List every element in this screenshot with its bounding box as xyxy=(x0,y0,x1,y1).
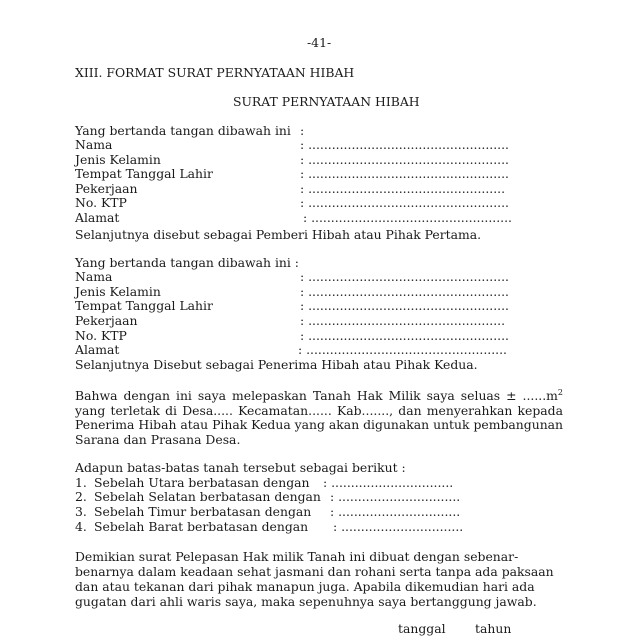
boundary-4-label: Sebelah Barat berbatasan dengan xyxy=(94,519,309,534)
boundary-1-value: : ............................... xyxy=(323,475,454,490)
conclusion-line-4: gugatan dari ahli waris saya, maka sepenuhnya saya bertanggung jawab. xyxy=(75,594,537,609)
statement-line-4: Sarana dan Prasana Desa. xyxy=(75,432,241,447)
conclusion-line-2: benarnya dalam keadaan sehat jasmani dan rohani serta tanpa ada paksaan xyxy=(75,564,554,579)
boundaries-intro: Adapun batas-batas tanah tersebut sebagai berikut : xyxy=(75,460,406,475)
boundary-2-label: Sebelah Selatan berbatasan dengan xyxy=(94,489,321,504)
page-number: -41- xyxy=(307,35,332,50)
boundary-3-number: 3. xyxy=(75,504,87,519)
party1-name-value: : ................................................... xyxy=(300,137,509,152)
party1-intro: Yang bertanda tangan dibawah ini xyxy=(75,123,291,138)
party1-job-value: : .................................................. xyxy=(300,181,506,196)
party2-job-value: : .................................................. xyxy=(300,313,506,328)
footer-year-word: tahun xyxy=(475,621,512,636)
footer-date-word: tanggal xyxy=(398,621,446,636)
party1-closing: Selanjutnya disebut sebagai Pemberi Hibah atau Pihak Pertama. xyxy=(75,227,482,242)
conclusion-line-1: Demikian surat Pelepasan Hak milik Tanah ini dibuat dengan sebenar- xyxy=(75,549,519,564)
party2-gender-label: Jenis Kelamin xyxy=(75,284,161,299)
conclusion-line-3: dan atau tekanan dari pihak manapun juga. Apabila dikemudian hari ada xyxy=(75,579,535,594)
party1-job-label: Pekerjaan xyxy=(75,181,138,196)
statement-line-1-superscript: 2 xyxy=(557,388,563,397)
party1-address-value: : ................................................... xyxy=(303,210,512,225)
party2-name-label: Nama xyxy=(75,269,113,284)
boundary-1-label: Sebelah Utara berbatasan dengan xyxy=(94,475,310,490)
party1-gender-label: Jenis Kelamin xyxy=(75,152,161,167)
party2-birth-label: Tempat Tanggal Lahir xyxy=(75,298,213,313)
boundary-2-number: 2. xyxy=(75,489,87,504)
section-title: XIII. FORMAT SURAT PERNYATAAN HIBAH xyxy=(75,65,355,80)
statement-line-1-text: Bahwa dengan ini saya melepaskan Tanah Hak Milik saya seluas ± ......m xyxy=(75,388,558,403)
statement-line-1 xyxy=(75,389,563,404)
party1-ktp-value: : ................................................... xyxy=(300,195,509,210)
party2-birth-value: : ................................................... xyxy=(300,298,509,313)
party1-ktp-label: No. KTP xyxy=(75,195,127,210)
party1-birth-label: Tempat Tanggal Lahir xyxy=(75,166,213,181)
party1-gender-value: : ................................................... xyxy=(300,152,509,167)
statement-line-2: yang terletak di Desa..... Kecamatan...... Kab......., dan menyerahkan kepada xyxy=(75,403,563,418)
boundary-3-value: : ............................... xyxy=(330,504,461,519)
boundary-2-value: : ............................... xyxy=(330,489,461,504)
boundary-4-value: : ............................... xyxy=(333,519,464,534)
party2-ktp-label: No. KTP xyxy=(75,328,127,343)
party2-gender-value: : ................................................... xyxy=(300,284,509,299)
boundary-3-label: Sebelah Timur berbatasan dengan xyxy=(94,504,312,519)
party1-address-label: Alamat xyxy=(75,210,120,225)
statement-line-3: Penerima Hibah atau Pihak Kedua yang akan digunakan untuk pembangunan xyxy=(75,417,564,432)
party2-ktp-value: : ................................................... xyxy=(300,328,509,343)
party1-intro-colon: : xyxy=(300,123,305,138)
boundary-4-number: 4. xyxy=(75,519,87,534)
party2-address-label: Alamat xyxy=(75,342,120,357)
party2-intro: Yang bertanda tangan dibawah ini : xyxy=(75,255,299,270)
party2-name-value: : ................................................... xyxy=(300,269,509,284)
party1-name-label: Nama xyxy=(75,137,113,152)
letter-title: SURAT PERNYATAAN HIBAH xyxy=(233,94,420,109)
party1-birth-value: : ................................................... xyxy=(300,166,509,181)
party2-address-value: : ................................................... xyxy=(298,342,507,357)
party2-closing: Selanjutnya Disebut sebagai Penerima Hibah atau Pihak Kedua. xyxy=(75,357,478,372)
boundary-1-number: 1. xyxy=(75,475,87,490)
party2-job-label: Pekerjaan xyxy=(75,313,138,328)
